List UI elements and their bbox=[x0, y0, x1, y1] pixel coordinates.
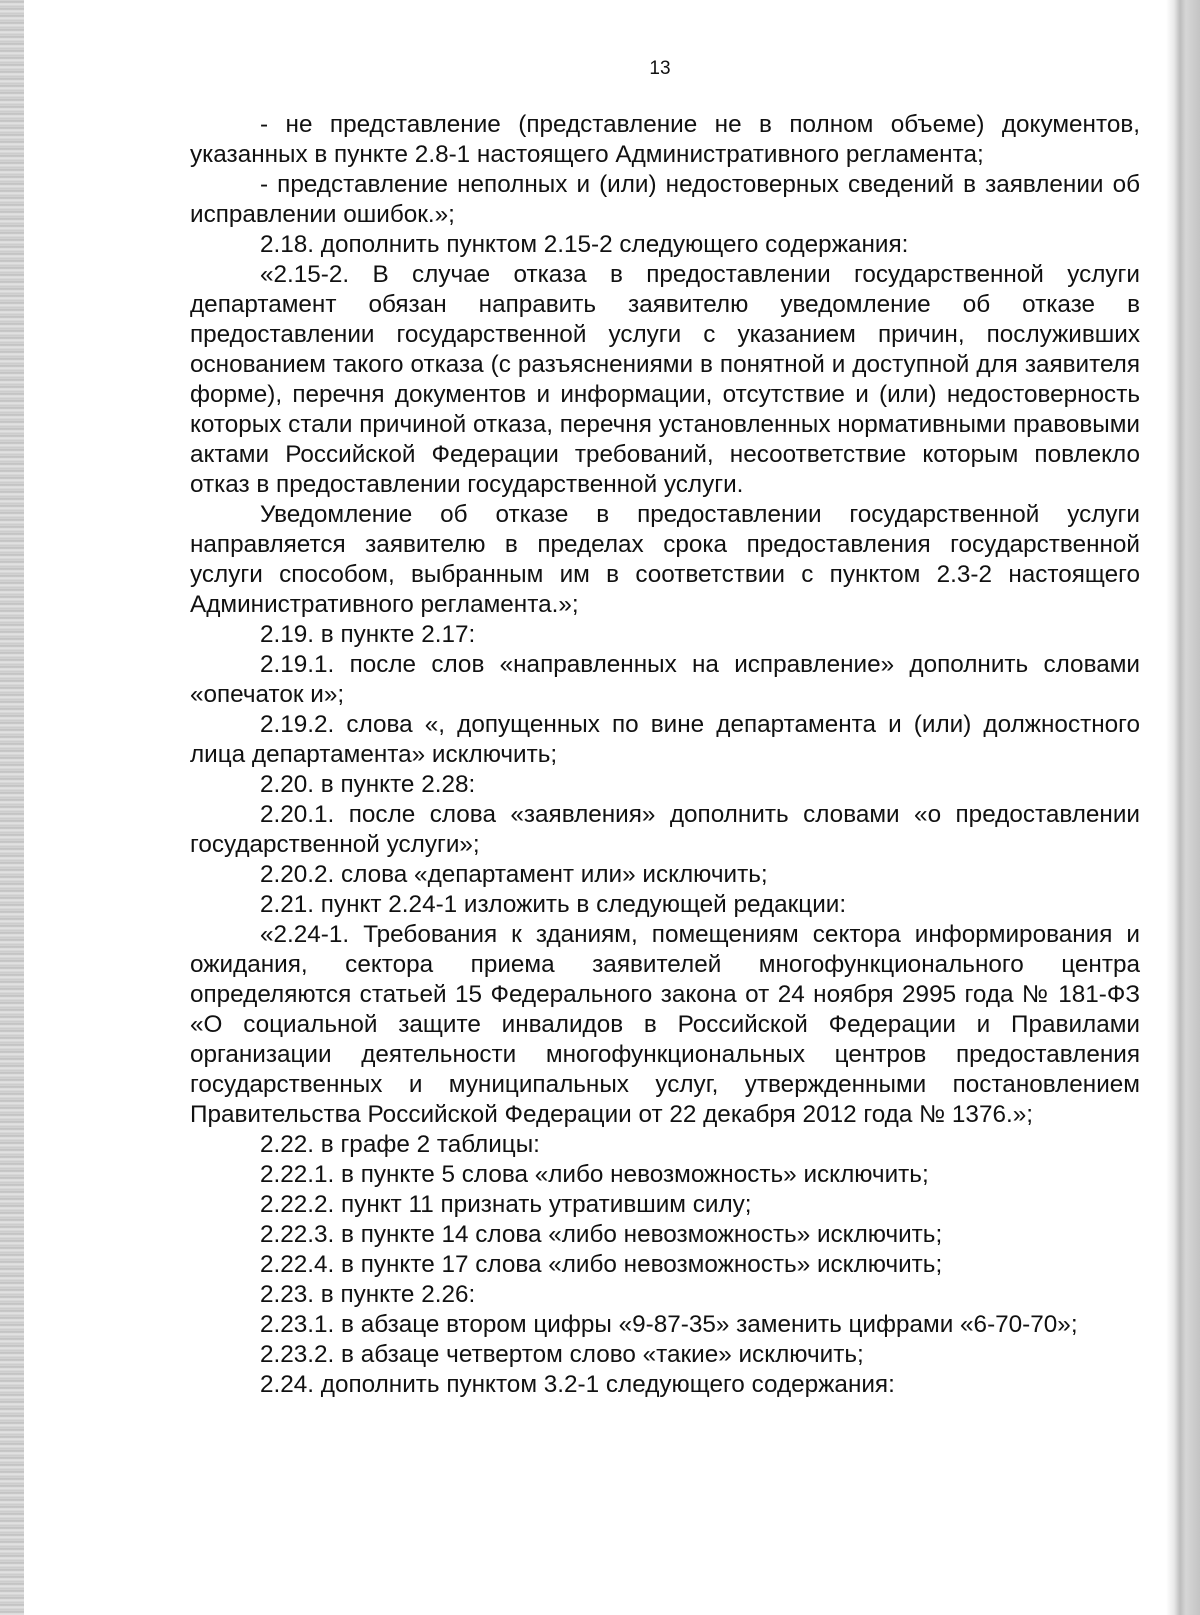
paragraph-6: 2.19. в пункте 2.17: bbox=[260, 621, 476, 648]
paragraph-12: 2.21. пункт 2.24-1 изложить в следующей редакции: bbox=[260, 891, 847, 918]
paragraph-3: 2.18. дополнить пунктом 2.15-2 следующего содержания: bbox=[260, 231, 909, 258]
document-body bbox=[190, 110, 1140, 1400]
paragraph-15: 2.22.1. в пункте 5 слова «либо невозможность» исключить; bbox=[260, 1161, 929, 1188]
paragraph-5: Уведомление об отказе в предоставлении государственной услуги направляется заявителю в пределах срока предоставления государственной услуги способом, выбранным им в соответствии с пунктом 2.3-2 настоящего Административного регламента.»; bbox=[190, 501, 1140, 618]
scan-right-edge bbox=[1166, 0, 1200, 1615]
paragraph-20: 2.23.1. в абзаце втором цифры «9-87-35» заменить цифрами «6-70-70»; bbox=[260, 1311, 1078, 1338]
paragraph-2: - представление неполных и (или) недостоверных сведений в заявлении об исправлении ошибок.»; bbox=[190, 171, 1140, 228]
paragraph-17: 2.22.3. в пункте 14 слова «либо невозможность» исключить; bbox=[260, 1221, 943, 1248]
paragraph-7: 2.19.1. после слов «направленных на исправление» дополнить словами «опечаток и»; bbox=[190, 651, 1140, 708]
paragraph-1: - не представление (представление не в полном объеме) документов, указанных в пункте 2.8-1 настоящего Административного регламента; bbox=[190, 111, 1140, 168]
paragraph-21: 2.23.2. в абзаце четвертом слово «такие» исключить; bbox=[260, 1341, 864, 1368]
paragraph-13: «2.24-1. Требования к зданиям, помещениям сектора информирования и ожидания, сектора приема заявителей многофункционального центра определяются статьей 15 Федерального закона от 24 ноября 2995 года № 181-ФЗ «О социальной защите инвалидов в Российской Федерации и Правилами организации деятельности многофункциональных центров предоставления государственных и муниципальных услуг, утвержденными постановлением Правительства Российской Федерации от 22 декабря 2012 года № 1376.»; bbox=[190, 921, 1140, 1128]
paragraph-8: 2.19.2. слова «, допущенных по вине департамента и (или) должностного лица департамента» исключить; bbox=[190, 711, 1140, 768]
paragraph-11: 2.20.2. слова «департамент или» исключить; bbox=[260, 861, 768, 888]
paragraph-4: «2.15-2. В случае отказа в предоставлении государственной услуги департамент обязан направить заявителю уведомление об отказе в предоставлении государственной услуги с указанием причин, послуживших основанием такого отказа (с разъяснениями в понятной и доступной для заявителя форме), перечня документов и информации, отсутствие и (или) недостоверность которых стали причиной отказа, перечня установленных нормативными правовыми актами Российской Федерации требований, несоответствие которым повлекло отказ в предоставлении государственной услуги. bbox=[190, 261, 1140, 498]
page-number: 13 bbox=[649, 58, 671, 79]
paragraph-16: 2.22.2. пункт 11 признать утратившим силу; bbox=[260, 1191, 752, 1218]
paragraph-22: 2.24. дополнить пунктом 3.2-1 следующего содержания: bbox=[260, 1371, 895, 1398]
paragraph-19: 2.23. в пункте 2.26: bbox=[260, 1281, 476, 1308]
paragraph-9: 2.20. в пункте 2.28: bbox=[260, 771, 476, 798]
scan-left-edge bbox=[0, 0, 24, 1615]
paragraph-18: 2.22.4. в пункте 17 слова «либо невозможность» исключить; bbox=[260, 1251, 943, 1278]
paragraph-10: 2.20.1. после слова «заявления» дополнить словами «о предоставлении государственной услуги»; bbox=[190, 801, 1140, 858]
paragraph-14: 2.22. в графе 2 таблицы: bbox=[260, 1131, 540, 1158]
